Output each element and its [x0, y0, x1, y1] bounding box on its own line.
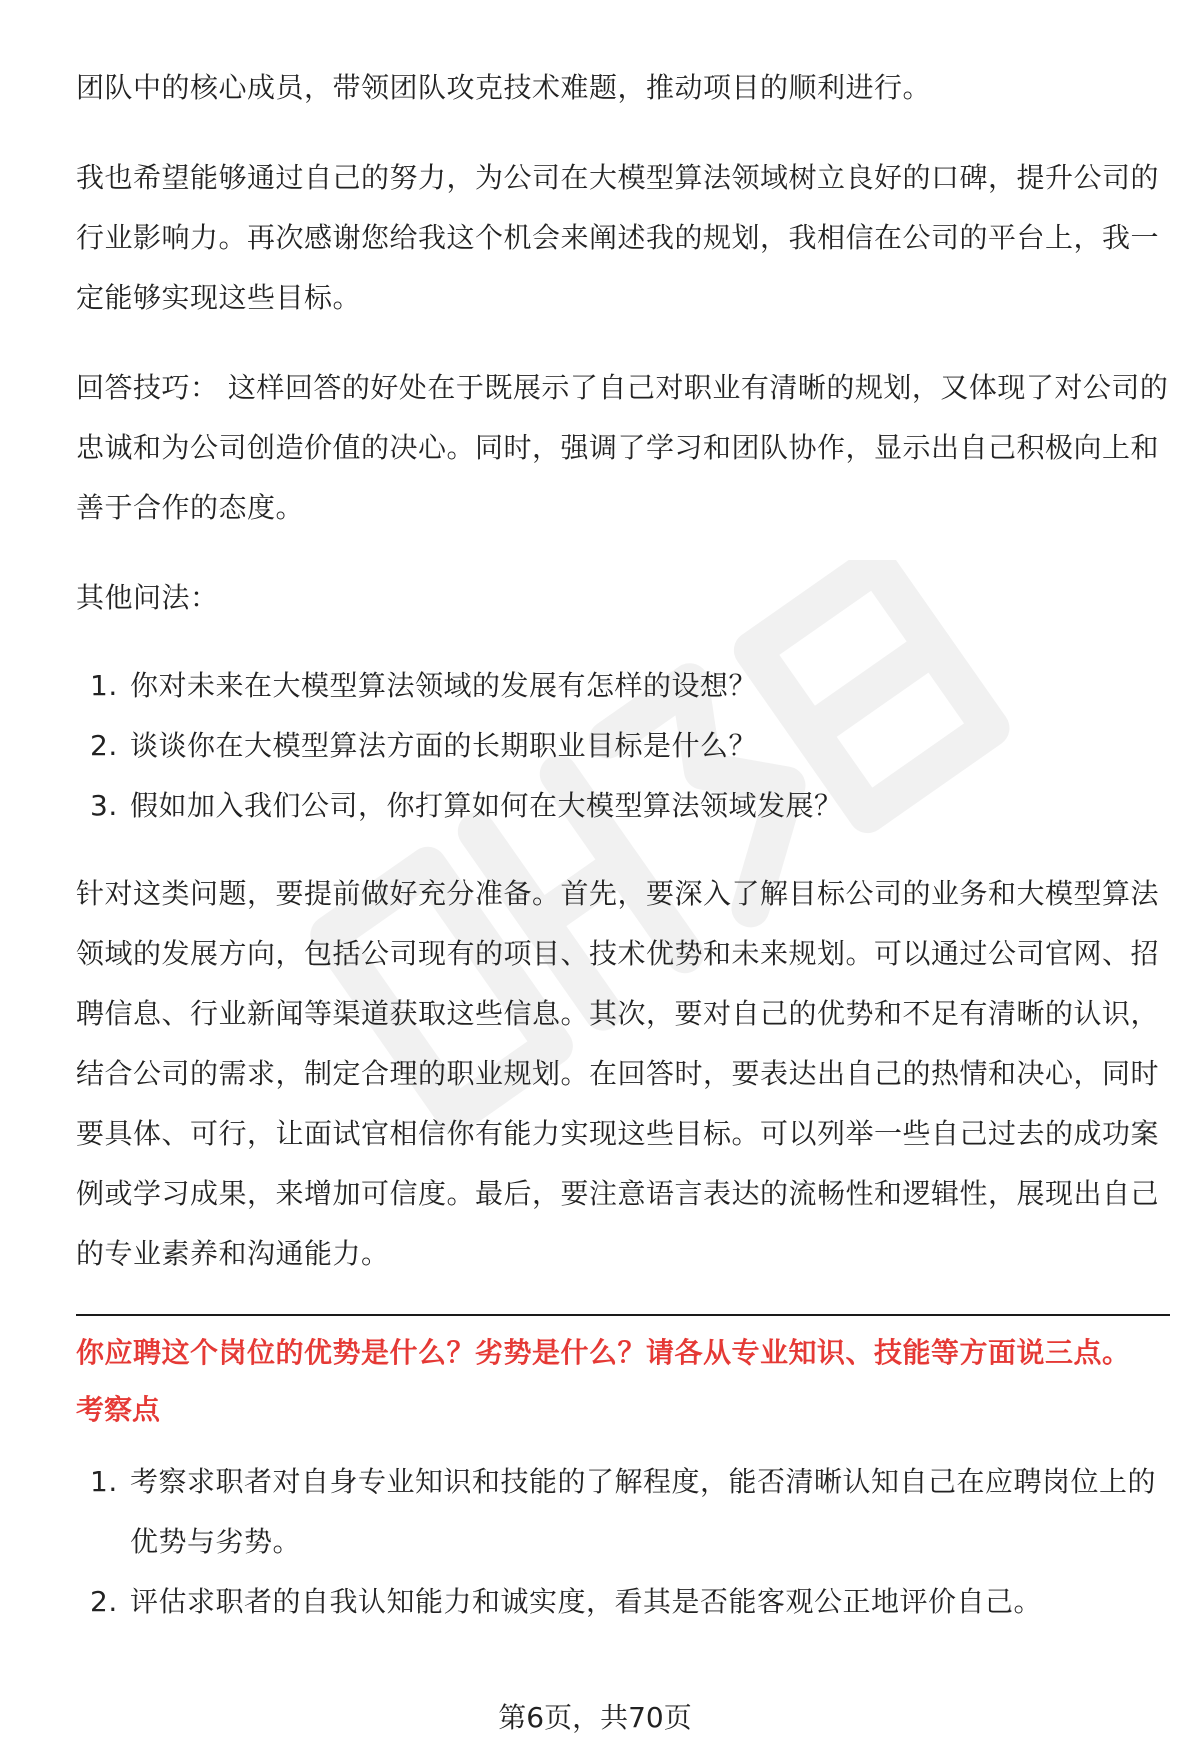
- other-questions-label: 其他问法：: [76, 581, 219, 614]
- paragraph-advice: 针对这类问题，要提前做好充分准备。首先，要深入了解目标公司的业务和大模型算法领域的发展方向，包括公司现有的项目、技术优势和未来规划。可以通过公司官网、招聘信息、行业新闻等渠道获取这些信息。其次，要对自己的优势和不足有清晰的认识，结合公司的需求，制定合理的职业规划。在回答时，要表达出自己的热情和决心，同时要具体、可行，让面试官相信你有能力实现这些目标。可以列举一些自己过去的成功案例或学习成果，来增加可信度。最后，要注意语言表达的流畅性和逻辑性，展现出自己的专业素养和沟通能力。: [76, 877, 1160, 1270]
- main-content: [76, 58, 1170, 1632]
- list-item: 1. 考察求职者对自身专业知识和技能的了解程度，能否清晰认知自己在应聘岗位上的优势与劣势。: [90, 1465, 1157, 1558]
- list-item: 2. 谈谈你在大模型算法方面的长期职业目标是什么？: [90, 729, 758, 762]
- list-item: 2. 评估求职者的自我认知能力和诚实度，看其是否能客观公正地评价自己。: [90, 1585, 1043, 1618]
- question-title: 你应聘这个岗位的优势是什么？劣势是什么？请各从专业知识、技能等方面说三点。: [76, 1336, 1131, 1369]
- page-number: 第6页，共70页: [498, 1701, 692, 1734]
- assessment-points-list: [76, 1452, 1170, 1632]
- section-divider: [76, 1314, 1170, 1316]
- assessment-heading: 考察点: [76, 1393, 161, 1426]
- paragraph-answer-tips: 回答技巧： 这样回答的好处在于既展示了自己对职业有清晰的规划，又体现了对公司的忠诚和为公司创造价值的决心。同时，强调了学习和团队协作，显示出自己积极向上和善于合作的态度。: [76, 371, 1169, 524]
- list-item: 3. 假如加入我们公司，你打算如何在大模型算法领域发展？: [90, 789, 843, 822]
- list-item: 1. 你对未来在大模型算法领域的发展有怎样的设想？: [90, 669, 758, 702]
- paragraph-continued: 团队中的核心成员，带领团队攻克技术难题，推动项目的顺利进行。: [76, 71, 932, 104]
- other-questions-list: [76, 656, 1170, 836]
- paragraph-goals: 我也希望能够通过自己的努力，为公司在大模型算法领域树立良好的口碑，提升公司的行业影响力。再次感谢您给我这个机会来阐述我的规划，我相信在公司的平台上，我一定能够实现这些目标。: [76, 161, 1160, 314]
